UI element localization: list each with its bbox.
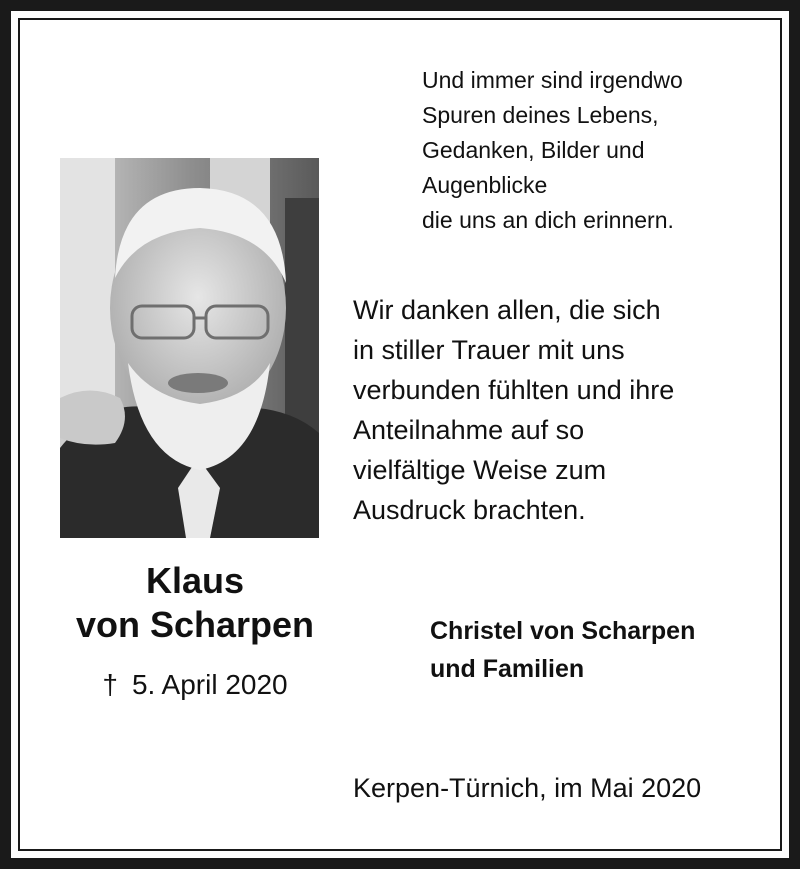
death-date: 5. April 2020 — [131, 669, 288, 700]
place-and-date: Kerpen-Türnich, im Mai 2020 — [353, 773, 702, 803]
portrait-photo — [60, 158, 319, 538]
signature-line: Christel von Scharpen — [430, 617, 696, 645]
signature-line: und Familien — [430, 655, 585, 683]
memorial-poem — [422, 63, 752, 238]
poem-line: Augenblicke — [422, 172, 548, 198]
deceased-last-name: von Scharpen — [75, 604, 315, 645]
thanks-line: Ausdruck brachten. — [353, 495, 586, 525]
thanks-text — [353, 290, 753, 530]
deceased-first-name: Klaus — [145, 560, 245, 601]
thanks-line: Wir danken allen, die sich — [353, 295, 661, 325]
thanks-line: Anteilnahme auf so — [353, 415, 585, 445]
cross-icon: † — [102, 669, 118, 700]
signature-block — [430, 612, 770, 688]
poem-line: Gedanken, Bilder und — [422, 137, 645, 163]
thanks-line: vielfältige Weise zum — [353, 455, 607, 485]
poem-line: die uns an dich erinnern. — [422, 207, 674, 233]
thanks-line: verbunden fühlten und ihre — [353, 375, 675, 405]
thanks-line: in stiller Trauer mit uns — [353, 335, 625, 365]
deceased-name — [40, 559, 350, 647]
death-date-line — [40, 665, 350, 705]
poem-line: Und immer sind irgendwo — [422, 67, 683, 93]
poem-line: Spuren deines Lebens, — [422, 102, 659, 128]
